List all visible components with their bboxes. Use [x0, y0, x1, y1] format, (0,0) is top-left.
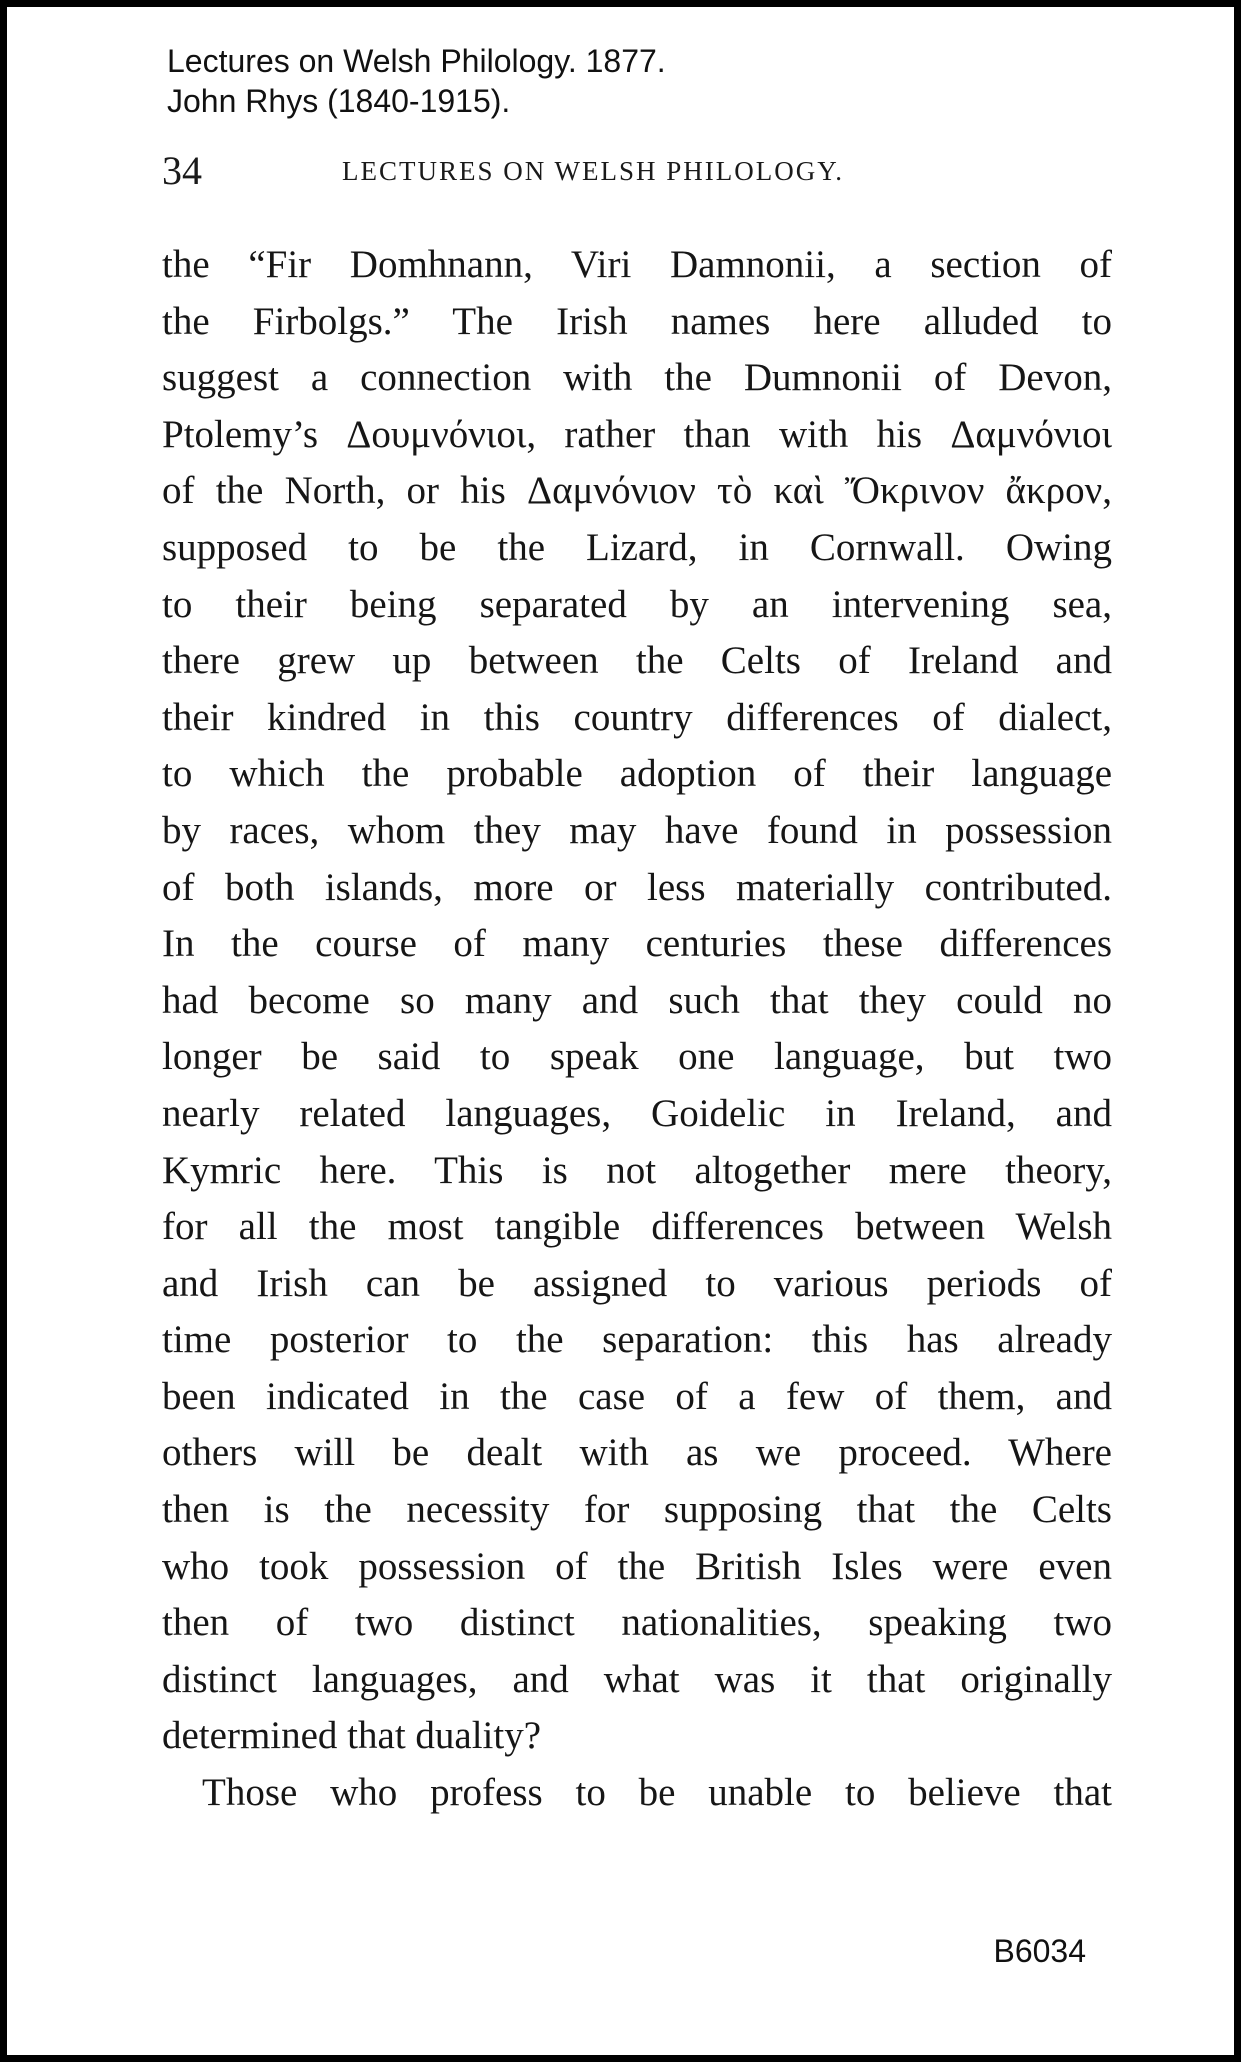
text-line: nearly related languages, Goidelic in Ireland, and [162, 1091, 1112, 1135]
caption-author: John Rhys (1840-1915). [167, 83, 511, 119]
text-line: the “Fir Domhnann, Viri Damnonii, a section of [162, 243, 1112, 286]
text-line: time posterior to the separation: this has already [162, 1318, 1112, 1362]
text-line: supposed to be the Lizard, in Cornwall. Owing [162, 525, 1112, 569]
text-line: then of two distinct nationalities, speaking two [162, 1601, 1112, 1645]
text-line: to which the probable adoption of their language [162, 752, 1112, 796]
text-line: there grew up between the Celts of Ireland and [162, 639, 1112, 683]
text-line-paragraph-end: determined that duality? [162, 1714, 542, 1758]
catalog-code: B6034 [993, 1933, 1086, 1969]
catalog-caption [167, 41, 666, 121]
text-line: by races, whom they may have found in possession [162, 808, 1112, 852]
running-head [162, 143, 1082, 199]
text-line: others will be dealt with as we proceed. Where [162, 1431, 1112, 1475]
text-line: distinct languages, and what was it that originally [162, 1657, 1112, 1701]
text-line: the Firbolgs.” The Irish names here alluded to [162, 299, 1112, 343]
running-title: LECTURES ON WELSH PHILOLOGY. [342, 156, 845, 186]
text-line: longer be said to speak one language, but two [162, 1035, 1112, 1079]
text-line: In the course of many centuries these differences [162, 922, 1112, 966]
page-number: 34 [162, 148, 202, 193]
text-line: Kymric here. This is not altogether mere theory, [162, 1148, 1112, 1192]
body-text [162, 237, 1112, 1822]
text-line: who took possession of the British Isles were even [162, 1544, 1112, 1588]
text-line: had become so many and such that they could no [162, 978, 1112, 1022]
caption-title: Lectures on Welsh Philology. 1877. [167, 43, 666, 79]
text-line: been indicated in the case of a few of them, and [162, 1374, 1112, 1418]
text-line: of both islands, more or less materially contributed. [162, 865, 1112, 909]
text-line: of the North, or his Δαμνόνιον τὸ καὶ Ὄκρινον ἄκρον, [162, 469, 1112, 513]
text-line: and Irish can be assigned to various periods of [162, 1261, 1112, 1305]
text-line: their kindred in this country differences of dialect, [162, 695, 1112, 739]
text-line-paragraph-start: Those who profess to be unable to believe that [202, 1771, 1112, 1815]
text-line: for all the most tangible differences between Welsh [162, 1205, 1112, 1249]
text-line: to their being separated by an intervening sea, [162, 582, 1112, 626]
text-line: then is the necessity for supposing that the Celts [162, 1488, 1112, 1532]
text-line: suggest a connection with the Dumnonii of Devon, [162, 356, 1112, 400]
text-line: Ptolemy’s Δουμνόνιοι, rather than with his Δαμνόνιοι [162, 412, 1112, 456]
